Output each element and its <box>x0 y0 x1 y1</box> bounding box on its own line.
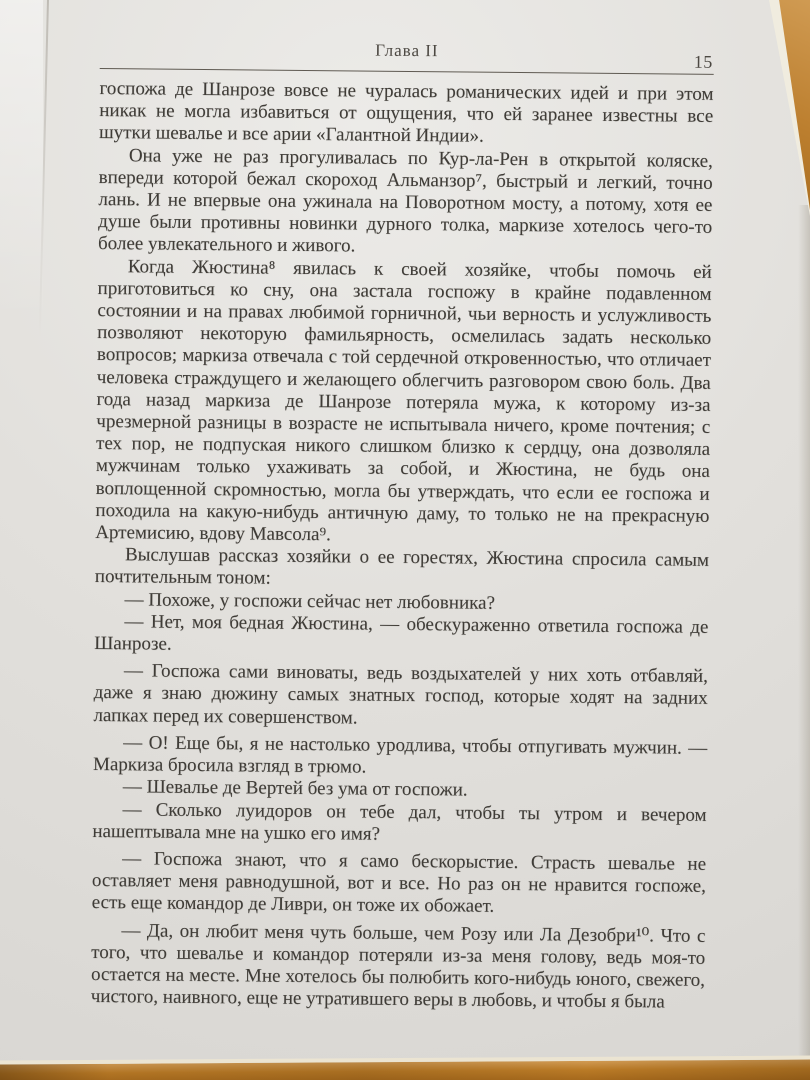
paragraph: — Госпожа сами виноваты, ведь воздыхателей у них хоть отбавляй, даже я знаю дюжину самых знатных господ, которые ходят на задних лапках перед их совершенством. <box>93 660 708 729</box>
printed-page-content <box>91 38 714 1014</box>
paragraph: — Похоже, у госпожи сейчас нет любовника? <box>124 588 496 614</box>
page-number: 15 <box>693 51 713 72</box>
page-right-shadow <box>798 205 810 1065</box>
paragraph: Она уже не раз прогуливалась по Кур-ла-Рен в открытой коляске, впереди которой бежал скороход Альманзор⁷, быстрый и легкий, точно лань. И не впервые она ужинала на Поворотном мосту, а потому, хотя ее душе были противны новинки дурного толка, маркизе хотелось чего-то более увлекательного и живого. <box>97 144 713 257</box>
paragraph: — Сколько луидоров он тебе дал, чтобы ты утром и вечером нашептывала мне на ушко его имя? <box>92 798 707 845</box>
paragraph: Выслушав рассказ хозяйки о ее горестях, Жюстина спросила самым почтительным тоном: <box>94 544 710 590</box>
paragraph: Когда Жюстина⁸ явилась к своей хозяйке, чтобы помочь ей приготовиться ко сну, она застала госпожу в крайне подавленном состоянии и на правах любимой горничной, чьи верность и услужливость позволяют некоторую фамильярность, осмелилась задать несколько вопросов; маркиза отвечала с той сердечной откровенностью, что отличает человека страждущего и желающего облегчить разговором свою боль. Два года назад маркиза де Шанрозе потеряла мужа, к которому из-за чрезмерной разницы в возрасте не испытывала ничего, кроме почтения; с тех пор, не подпуская никого слишком близко к сердцу, она дозволяла мужчинам только ухаживать за собой, и Жюстина, не будь она воплощенной скромностью, могла бы утверждать, что если ее госпожа и походила на какую-нибудь античную даму, то только не на прекрасную Артемисию, вдову Мавсола⁹. <box>95 255 712 546</box>
underlying-page-edge <box>0 0 43 320</box>
paragraph: — Шевалье де Вертей без ума от госпожи. <box>122 776 468 801</box>
running-header <box>100 38 714 75</box>
paragraph: — Да, он любит меня чуть больше, чем Розу или Ла Дезобри¹⁰. Что с того, что шевалье и командор потеряли из-за меня голову, ведь моя-то остается на месте. Мне хотелось бы полюбить кого-нибудь юного, свежего, чистого, наивного, еще не утратившего веры в любовь, и чтобы я была <box>90 919 706 1013</box>
body-text <box>91 78 714 1014</box>
wood-table-edge <box>0 1055 810 1080</box>
paragraph: — Госпожа знают, что я само бескорыстие. Страсть шевалье не оставляет меня равнодушной, вот и все. Но раз он не нравится госпоже, есть еще командор де Ливри, он тоже их обожает. <box>91 848 707 918</box>
paragraph: — О! Еще бы, я не настолько уродлива, чтобы отпугивать мужчин. — Маркиза бросила взгляд в трюмо. <box>92 732 708 778</box>
paragraph: — Нет, моя бедная Жюстина, — обескураженно ответила госпожа де Шанрозе. <box>94 611 709 655</box>
paragraph: госпожа де Шанрозе вовсе не чуралась романических идей и при этом никак не могла избавиться от ощущения, что ей заранее известны все шутки шевалье и все арии «Галантной Индии». <box>98 77 714 148</box>
chapter-title: Глава II <box>375 40 439 61</box>
